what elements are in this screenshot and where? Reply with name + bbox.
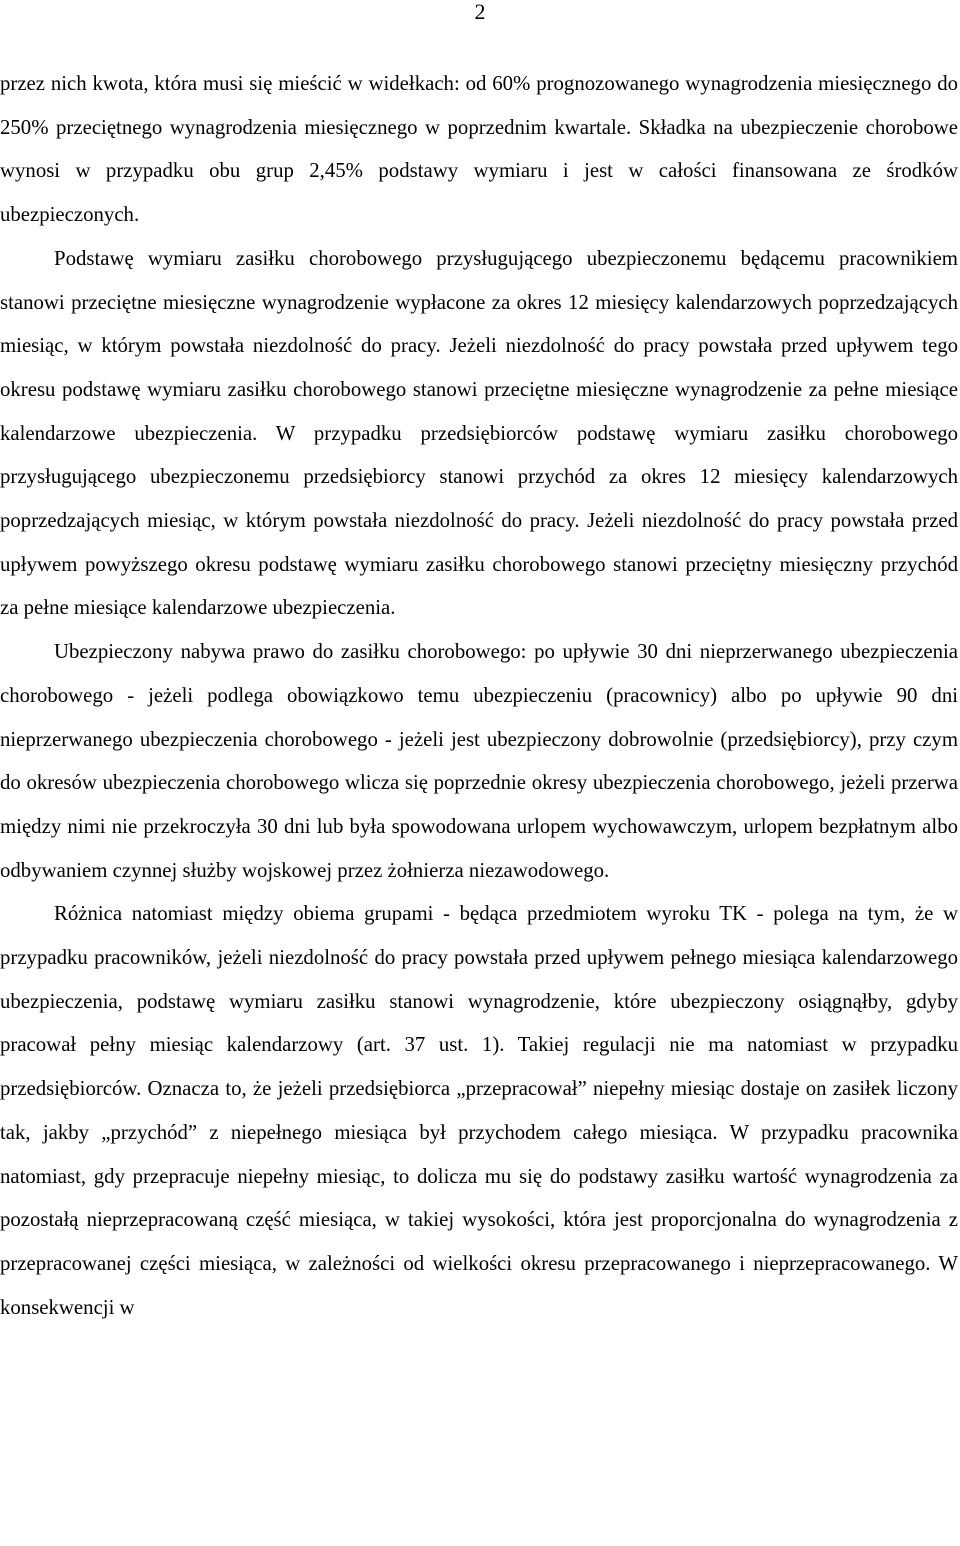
paragraph-benefit-entitlement: Ubezpieczony nabywa prawo do zasiłku chorobowego: po upływie 30 dni nieprzerwanego ubezpieczenia chorobowego - jeżeli podlega obowiązkowo temu ubezpieczeniu (pracownicy) albo po upływie 90 dni nieprzerwanego ubezpieczenia chorobowego - jeżeli jest ubezpieczony dobrowolnie (przedsiębiorcy), przy czym do okresów ubezpieczenia chorobowego wlicza się poprzednie okresy ubezpieczenia chorobowego, jeżeli przerwa między nimi nie przekroczyła 30 dni lub była spowodowana urlopem wychowawczym, urlopem bezpłatnym albo odbywaniem czynnej służby wojskowej przez żołnierza niezawodowego. [0, 640, 958, 882]
paragraph-sickness-benefit-basis: Podstawę wymiaru zasiłku chorobowego przysługującego ubezpieczonemu będącemu pracownikiem stanowi przeciętne miesięczne wynagrodzenie wypłacone za okres 12 miesięcy kalendarzowych poprzedzających miesiąc, w którym powstała niezdolność do pracy. Jeżeli niezdolność do pracy powstała przed upływem tego okresu podstawę wymiaru zasiłku chorobowego stanowi przeciętne miesięczne wynagrodzenie za pełne miesiące kalendarzowe ubezpieczenia. W przypadku przedsiębiorców podstawę wymiaru zasiłku chorobowego przysługującego ubezpieczonemu przedsiębiorcy stanowi przychód za okres 12 miesięcy kalendarzowych poprzedzających miesiąc, w którym powstała niezdolność do pracy. Jeżeli niezdolność do pracy powstała przed upływem powyższego okresu podstawę wymiaru zasiłku chorobowego stanowi przeciętny miesięczny przychód za pełne miesiące kalendarzowe ubezpieczenia. [0, 246, 958, 620]
page-number: 2 [474, 0, 486, 24]
document-body [0, 62, 958, 1329]
paragraph-groups-difference: Różnica natomiast między obiema grupami - będąca przedmiotem wyroku TK - polega na tym, że w przypadku pracowników, jeżeli niezdolność do pracy powstała przed upływem pełnego miesiąca kalendarzowego ubezpieczenia, podstawę wymiaru zasiłku stanowi wynagrodzenie, które ubezpieczony osiągnąłby, gdyby pracował pełny miesiąc kalendarzowy (art. 37 ust. 1). Takiej regulacji nie ma natomiast w przypadku przedsiębiorców. Oznacza to, że jeżeli przedsiębiorca „przepracował” niepełny miesiąc dostaje on zasiłek liczony tak, jakby „przychód” z niepełnego miesiąca był przychodem całego miesiąca. W przypadku pracownika natomiast, gdy przepracuje niepełny miesiąc, to dolicza mu się do podstawy zasiłku wartość wynagrodzenia za pozostałą nieprzepracowaną część miesiąca, w takiej wysokości, która jest proporcjonalna do wynagrodzenia z przepracowanej części miesiąca, w zależności od wielkości okresu przepracowanego i nieprzepracowanego. W konsekwencji w [0, 902, 958, 1319]
paragraph-continuation: przez nich kwota, która musi się mieścić w widełkach: od 60% prognozowanego wynagrodzenia miesięcznego do 250% przeciętnego wynagrodzenia miesięcznego w poprzednim kwartale. Składka na ubezpieczenie chorobowe wynosi w przypadku obu grup 2,45% podstawy wymiaru i jest w całości finansowana ze środków ubezpieczonych. [0, 72, 958, 227]
